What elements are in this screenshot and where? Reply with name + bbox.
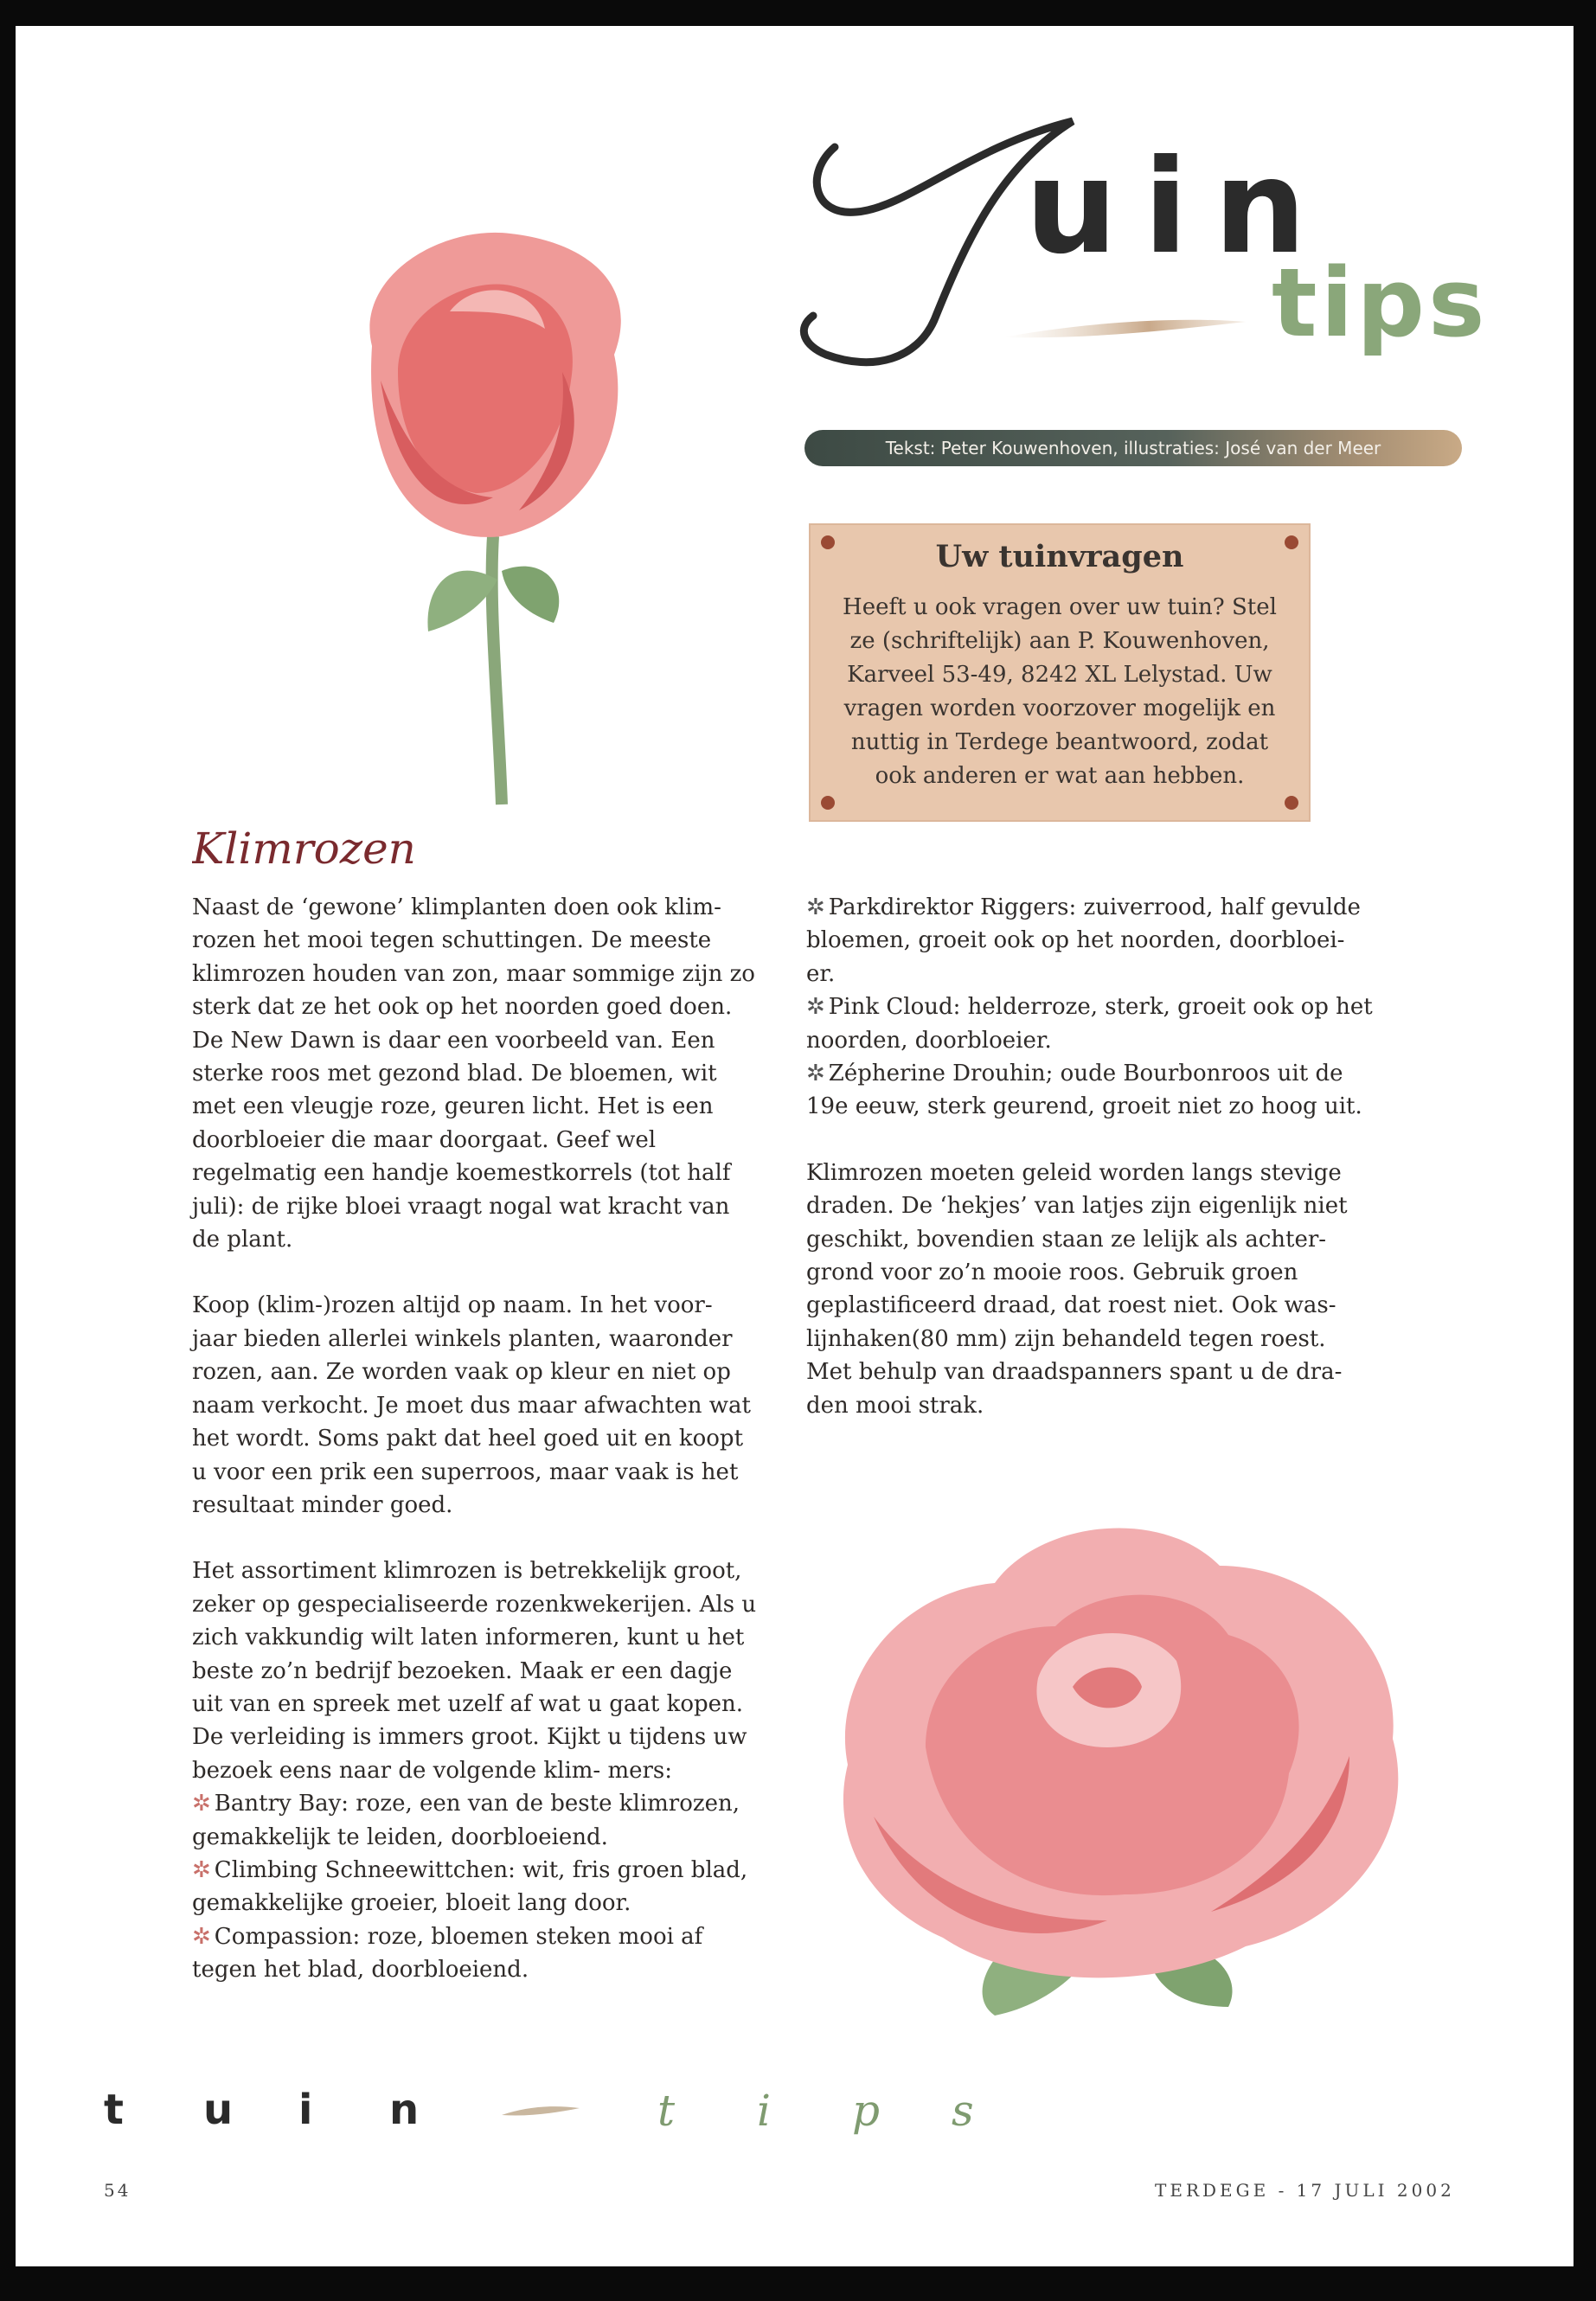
rose-variety-list: [806, 891, 1377, 1124]
star-bullet-icon: ✲: [192, 1923, 211, 1950]
reader-questions-box: [809, 523, 1311, 822]
footer-letter: i: [298, 2086, 313, 2134]
footer-brush-stroke: [502, 2098, 580, 2124]
page-number: 54: [104, 2180, 131, 2201]
list-item: ✲ Parkdirektor Riggers: zuiverrood, half gevulde bloemen, groeit ook op het noorden, doorbloei- er.: [806, 894, 1361, 987]
list-item: ✲ Bantry Bay: roze, een van de beste klimrozen, gemakkelijk te leiden, doorbloeiend.: [192, 1791, 740, 1850]
paragraph: Koop (klim-)rozen altijd op naam. In het voor- jaar bieden allerlei winkels planten, waaronder rozen, aan. Ze worden vaak op kleur en niet op naam verkocht. Je moet dus maar afwachten wat het wordt. Soms pakt dat heel goed uit en koopt u voor een prik een superroos, maar vaak is het resultaat minder goed.: [192, 1292, 751, 1518]
footer-letter: i: [757, 2086, 771, 2136]
pin-dot: [1285, 796, 1298, 810]
footer-letter: s: [952, 2086, 974, 2136]
box-body: Heeft u ook vragen over uw tuin? Stel ze (schriftelijk) aan P. Kouwenhoven, Karveel 53-49, 8242 XL Lelystad. Uw vragen worden voorzover mogelijk en nuttig in Terdege beantwoord, zodat ook anderen er wat aan hebben.: [843, 594, 1277, 789]
paragraph: Naast de ‘gewone’ klimplanten doen ook klim- rozen het mooi tegen schuttingen. De meeste klimrozen houden van zon, maar sommige zijn zo sterk dat ze het ook op het noorden goed doen. De New Dawn is daar een voorbeeld van. Een sterke roos met gezond blad. De bloemen, wit met een vleugje roze, geuren licht. Het is een doorbloeier die maar doorgaat. Geef wel regelmatig een handje koemestkorrels (tot half juli): de rijke bloei vraagt nogal wat kracht van de plant.: [192, 894, 755, 1253]
open-rose-illustration: [796, 1488, 1453, 2041]
section-heading-text: Klimrozen: [192, 824, 416, 874]
star-bullet-icon: ✲: [192, 1856, 211, 1883]
footer-letter: n: [389, 2086, 420, 2134]
brush-stroke: [995, 303, 1254, 355]
footer-letter: p: [852, 2086, 881, 2136]
article-left-column: [192, 891, 763, 1987]
rose-variety-list: [192, 1787, 763, 1986]
star-bullet-icon: ✲: [192, 1791, 211, 1817]
title-uin: uin: [1025, 132, 1332, 283]
box-title: Uw tuinvragen: [935, 539, 1184, 574]
paragraph: Het assortiment klimrozen is betrekkelijk groot, zeker op gespecialiseerde rozenkwekerijen. Als u zich vakkundig wilt laten informeren, kunt u het beste zo’n bedrijf bezoeken. Maak er een dagje uit van en spreek met uzelf af wat u gaat kopen. De verleiding is immers groot. Kijkt u tijdens uw bezoek eens naar de volgende klim- mers:: [192, 1558, 757, 1784]
magazine-issue: TERDEGE - 17 JULI 2002: [1155, 2180, 1455, 2201]
footer-letter: t: [657, 2086, 676, 2136]
title-tips: tips: [1272, 247, 1489, 358]
title-initial-text: T: [787, 95, 788, 96]
pin-dot: [821, 796, 835, 810]
star-bullet-icon: ✲: [806, 1061, 825, 1087]
list-item: ✲ Pink Cloud: helderroze, sterk, groeit ook op het noorden, doorbloeier.: [806, 994, 1373, 1054]
list-item: ✲ Compassion: roze, bloemen steken mooi af tegen het blad, doorbloeiend.: [192, 1923, 703, 1984]
star-bullet-icon: ✲: [806, 994, 825, 1021]
rosebud-illustration: [277, 208, 709, 813]
section-heading-klimrozen: [192, 813, 426, 882]
list-item: ✲ Zépherine Drouhin; oude Bourbonroos uit de 19e eeuw, sterk geurend, groeit niet zo hoog uit.: [806, 1061, 1362, 1120]
footer-letter: u: [203, 2086, 234, 2134]
footer-letter: t: [104, 2086, 124, 2134]
credit-bar: Tekst: Peter Kouwenhoven, illustraties: José van der Meer: [804, 430, 1462, 466]
article-right-column: [806, 891, 1377, 1455]
list-item: ✲ Climbing Schneewittchen: wit, fris groen blad, gemakkelijke groeier, bloeit lang door.: [192, 1856, 748, 1917]
star-bullet-icon: ✲: [806, 894, 825, 920]
paragraph: Klimrozen moeten geleid worden langs stevige draden. De ‘hekjes’ van latjes zijn eigenlijk niet geschikt, bovendien staan ze lelijk als achter- grond voor zo’n mooie roos. Gebruik groen geplastificeerd draad, dat roest niet. Ook was- lijnhaken(80 mm) zijn behandeld tegen roest. Met behulp van draadspanners spant u de dra- den mooi strak.: [806, 1159, 1348, 1419]
